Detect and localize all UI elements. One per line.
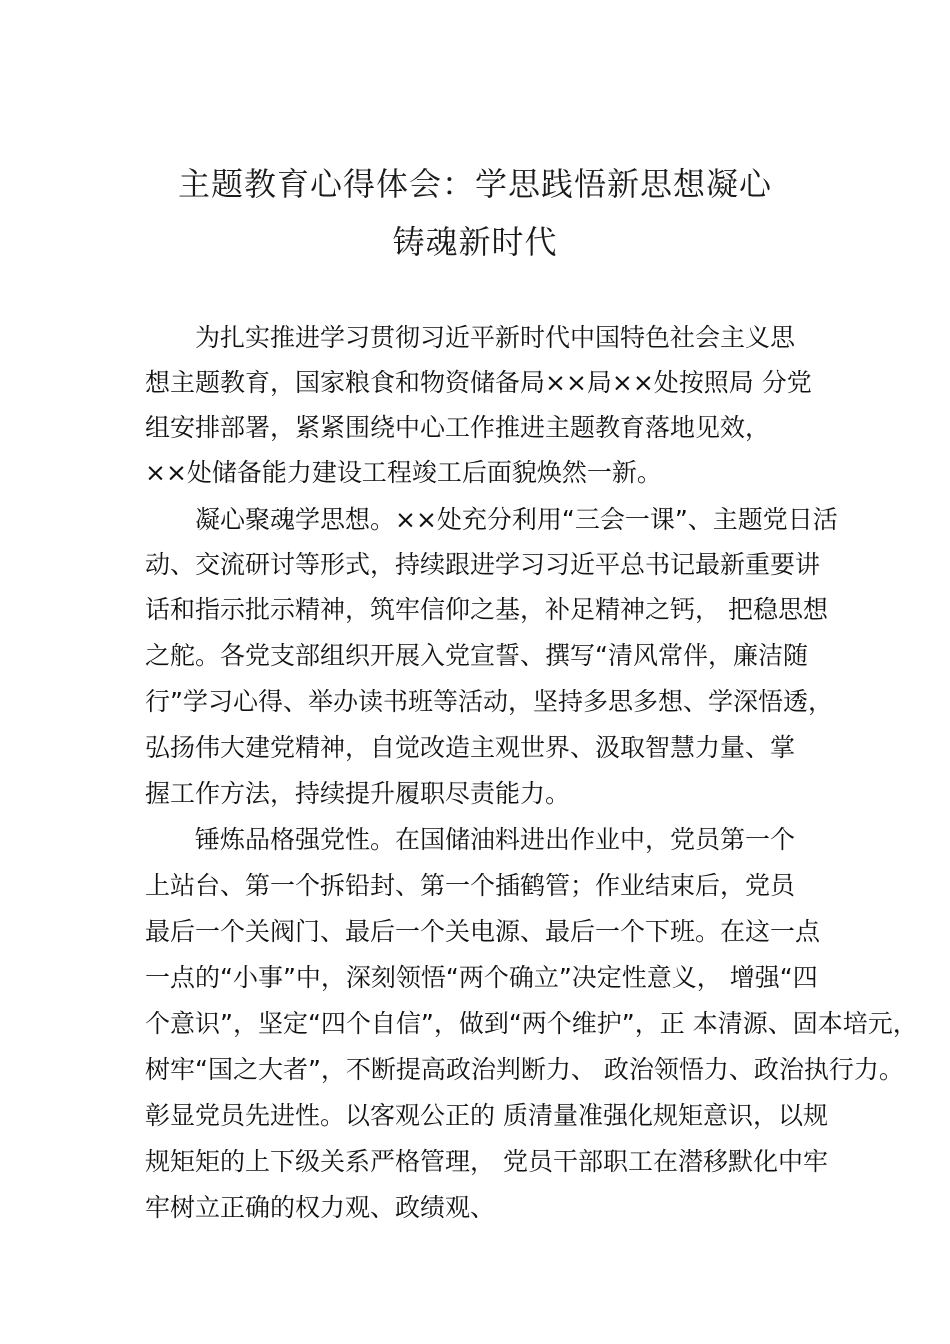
document-title-line-2: 铸魂新时代 xyxy=(392,223,558,261)
body-line: 规矩矩的上下级关系严格管理， 党员干部职工在潜移默化中牢 xyxy=(145,1147,828,1176)
body-line: 个意识”，坚定“四个自信”，做到“两个维护”，正 本清源、固本培元， xyxy=(145,1009,918,1038)
document-title-line-1: 主题教育心得体会：学思践悟新思想凝心 xyxy=(177,165,772,203)
body-line: 想主题教育，国家粮食和物资储备局××局××处按照局 分党 xyxy=(145,368,812,397)
body-line: 树牢“国之大者”，不断提高政治判断力、 政治领悟力、政治执行力。 xyxy=(145,1055,904,1084)
body-line: 动、交流研讨等形式，持续跟进学习习近平总书记最新重要讲 xyxy=(145,550,821,579)
body-line: 行”学习心得、举办读书班等活动，坚持多思多想、学深悟透， xyxy=(145,687,833,716)
body-line: 锤炼品格强党性。在国储油料进出作业中，党员第一个 xyxy=(195,825,796,854)
body-line: 之舵。各党支部组织开展入党宣誓、撰写“清风常伴，廉洁随 xyxy=(145,641,808,670)
body-line: 凝心聚魂学思想。××处充分利用“三会一课”、主题党日活 xyxy=(195,505,838,534)
body-line: 上站台、第一个拆铅封、第一个插鹤管；作业结束后，党员 xyxy=(145,871,796,900)
body-line: 为扎实推进学习贯彻习近平新时代中国特色社会主义思 xyxy=(195,323,796,352)
body-line: 一点的“小事”中，深刻领悟“两个确立”决定性意义， 增强“四 xyxy=(145,963,818,992)
body-line: 组安排部署，紧紧围绕中心工作推进主题教育落地见效， xyxy=(145,413,771,442)
body-line: 最后一个关阀门、最后一个关电源、最后一个下班。在这一点 xyxy=(145,917,821,946)
body-line: 握工作方法，持续提升履职尽责能力。 xyxy=(145,779,571,808)
body-line: 弘扬伟大建党精神，自觉改造主观世界、汲取智慧力量、掌 xyxy=(145,733,796,762)
body-line: 彰显党员先进性。以客观公正的 质清量准强化规矩意识，以规 xyxy=(145,1101,828,1130)
body-line: 话和指示批示精神，筑牢信仰之基，补足精神之钙， 把稳思想 xyxy=(145,595,828,624)
body-line: ××处储备能力建设工程竣工后面貌焕然一新。 xyxy=(145,458,662,487)
body-line: 牢树立正确的权力观、政绩观、 xyxy=(145,1193,496,1222)
